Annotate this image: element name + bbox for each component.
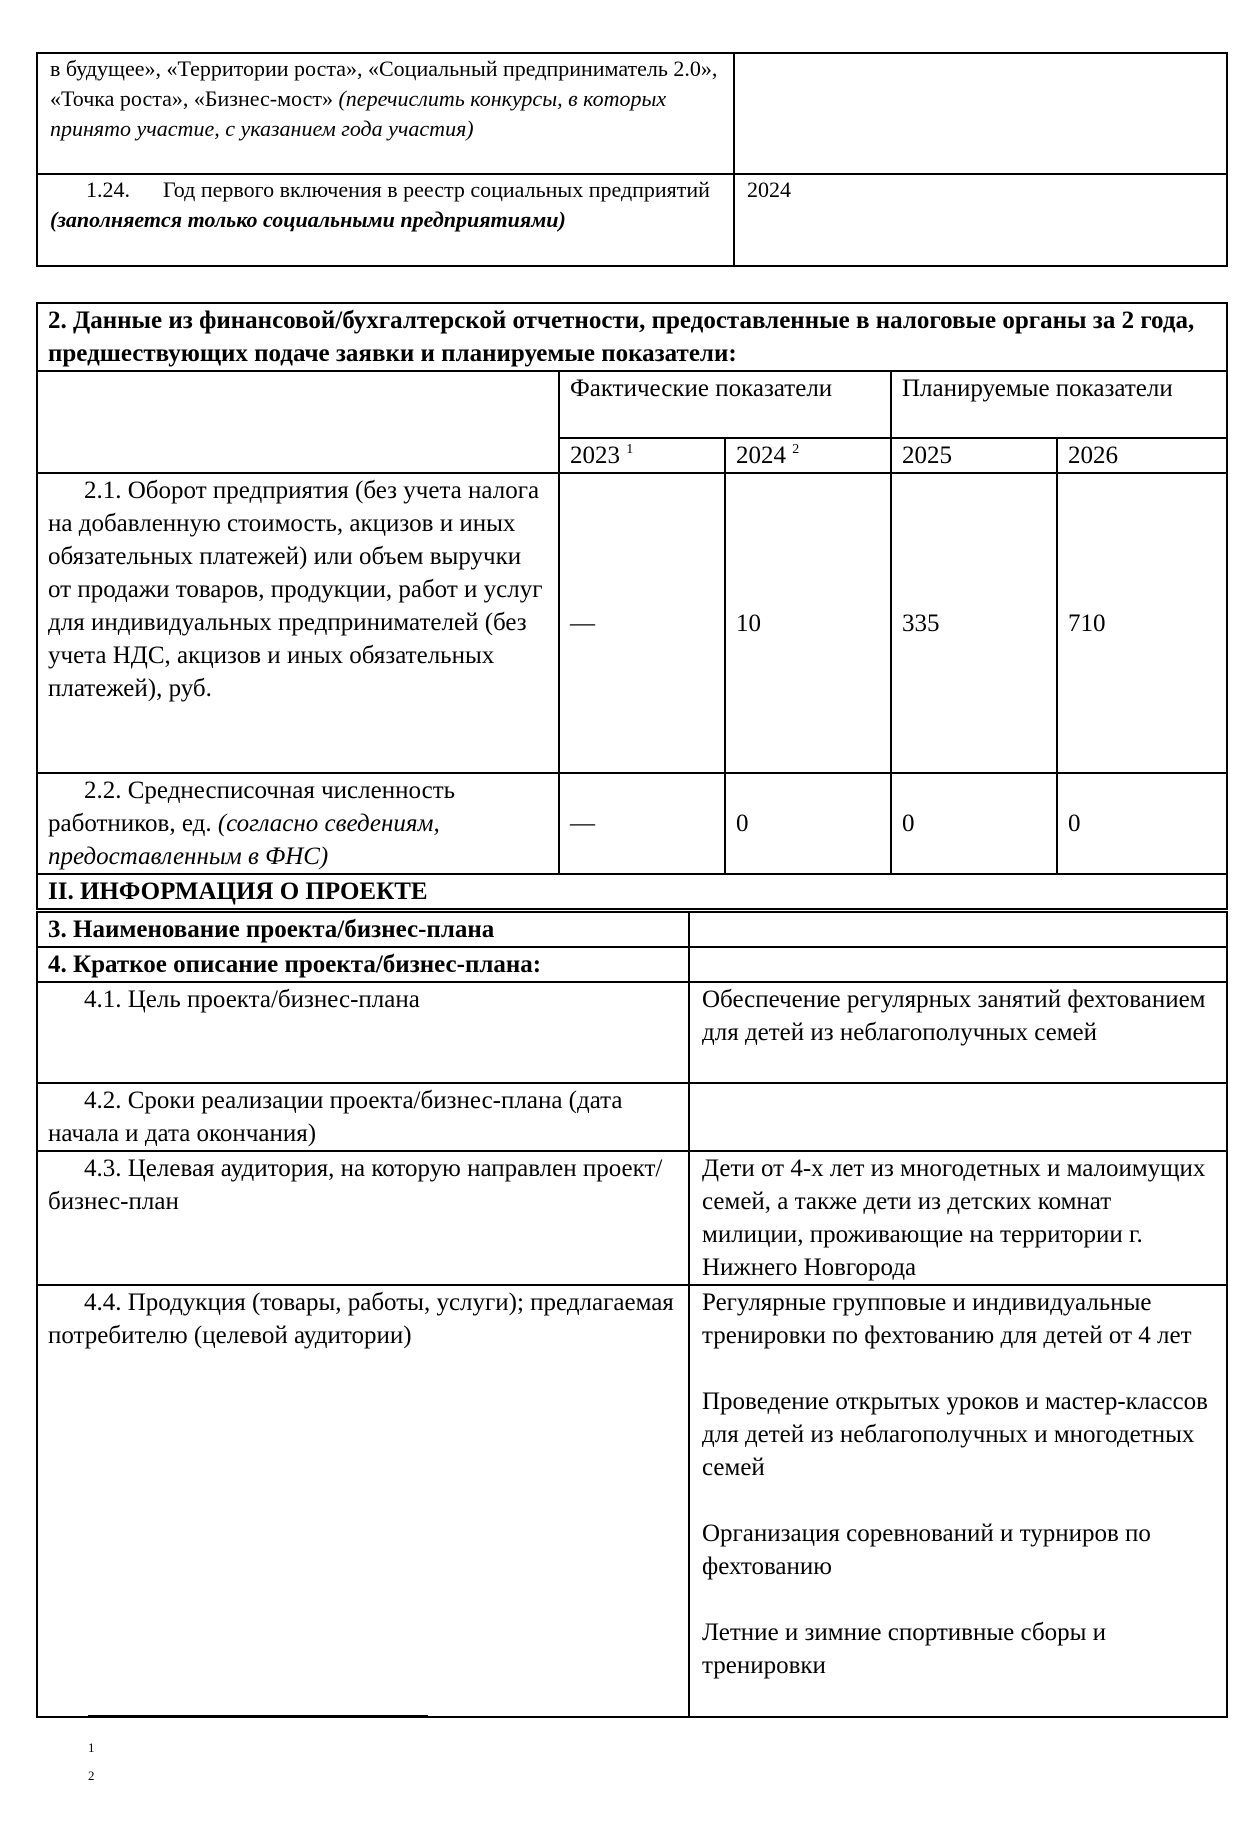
registry-year-cell — [37, 174, 734, 266]
footnote-1: 1 — [88, 1740, 95, 1755]
contest-list-text: в будущее», «Территории роста», «Социальный предприниматель 2.0», «Точка роста», «Бизнес-мост» — [50, 56, 718, 111]
audience-label: 4.3. Целевая аудитория, на которую направлен проект/бизнес-план — [37, 1151, 689, 1285]
timeline-label: 4.2. Сроки реализации проекта/бизнес-плана (дата начала и дата окончания) — [37, 1083, 689, 1151]
registry-year-value: 2024 — [734, 174, 1227, 266]
employees-note: (согласно сведениям, предоставленным в ФНС) — [48, 810, 440, 870]
registry-year-num: 1.24. — [86, 177, 130, 202]
footnote-separator — [88, 1715, 428, 1717]
project-name-label: 3. Наименование проекта/бизнес-плана — [37, 912, 689, 947]
project-name-value — [689, 912, 1227, 947]
table-row — [37, 912, 1227, 947]
table-row — [37, 303, 1227, 371]
year-header: 2026 — [1057, 438, 1227, 473]
contest-list-cell — [37, 53, 734, 174]
turnover-2026: 710 — [1057, 473, 1227, 773]
table-contest-info — [36, 52, 1228, 267]
employees-2025: 0 — [891, 773, 1057, 874]
table-row — [37, 1285, 1227, 1717]
goal-label: 4.1. Цель проекта/бизнес-плана — [37, 982, 689, 1083]
table-row — [37, 947, 1227, 982]
group-planned-header: Планируемые показатели — [891, 371, 1227, 438]
products-label: 4.4. Продукция (товары, работы, услуги); предлагаемая потребителю (целевой аудитории) — [37, 1285, 689, 1717]
turnover-2025: 335 — [891, 473, 1057, 773]
year-header: 2024 $^2$ — [725, 438, 891, 473]
project-section-title: II. ИНФОРМАЦИЯ О ПРОЕКТЕ — [37, 874, 1227, 909]
project-desc-value — [689, 947, 1227, 982]
table-row — [37, 982, 1227, 1083]
employees-label: 2.2. Среднесписочная численность работников, ед. — [48, 777, 456, 837]
goal-value: Обеспечение регулярных занятий фехтованием для детей из неблагополучных семей — [689, 982, 1227, 1083]
table-row — [37, 174, 1227, 266]
financial-section-title: 2. Данные из финансовой/бухгалтерской отчетности, предоставленные в налоговые органы за 2 года, предшествующих подаче заявки и планируемые показатели: — [37, 303, 1227, 371]
table-row — [37, 473, 1227, 773]
turnover-2024: 10 — [725, 473, 891, 773]
turnover-label: 2.1. Оборот предприятия (без учета налога на добавленную стоимость, акцизов и иных обязательных платежей) или объем выручки от продажи товаров, продукции, работ и услуг для индивидуальных предпринимателей (без учета НДС, акцизов и иных обязательных платежей), руб. — [37, 473, 559, 773]
registry-year-note: (заполняется только социальными предприятиями) — [50, 207, 566, 232]
audience-value: Дети от 4-х лет из многодетных и малоимущих семей, а также дети из детских комнат милиции, проживающие на территории г. Нижнего Новгорода — [689, 1151, 1227, 1285]
table-project-description — [36, 911, 1228, 1718]
turnover-2023: — — [559, 473, 725, 773]
product-item: Летние и зимние спортивные сборы и тренировки — [702, 1619, 1107, 1679]
table-row — [37, 874, 1227, 909]
product-item: Регулярные групповые и индивидуальные тренировки по фехтованию для детей от 4 лет — [702, 1289, 1192, 1349]
employees-label-cell — [37, 773, 559, 874]
products-value-cell — [689, 1285, 1227, 1717]
project-desc-label: 4. Краткое описание проекта/бизнес-плана: — [37, 947, 689, 982]
table-row — [37, 1151, 1227, 1285]
footnote-ref: 2 — [792, 442, 800, 457]
table-row — [37, 1083, 1227, 1151]
employees-2023: — — [559, 773, 725, 874]
product-item: Проведение открытых уроков и мастер-классов для детей из неблагополучных и многодетных семей — [702, 1388, 1208, 1481]
year-header: 2025 — [891, 438, 1057, 473]
table-row — [37, 773, 1227, 874]
header-empty-cell — [37, 371, 559, 473]
employees-2024: 0 — [725, 773, 891, 874]
footnote-2: 2 — [88, 1768, 95, 1783]
product-item: Организация соревнований и турниров по фехтованию — [702, 1520, 1151, 1580]
year-header: 2023 $^1$ — [559, 438, 725, 473]
footnote-ref: 1 — [626, 442, 634, 457]
employees-2026: 0 — [1057, 773, 1227, 874]
table-row — [37, 371, 1227, 438]
table-row — [37, 53, 1227, 174]
group-actual-header: Фактические показатели — [559, 371, 891, 438]
registry-year-label: Год первого включения в реестр социальных предприятий — [163, 177, 710, 202]
contest-list-value — [734, 53, 1227, 174]
contest-list-note: (перечислить конкурсы, в которых принято участие, с указанием года участия) — [50, 86, 667, 141]
table-financial-project — [36, 302, 1228, 910]
timeline-value — [689, 1083, 1227, 1151]
